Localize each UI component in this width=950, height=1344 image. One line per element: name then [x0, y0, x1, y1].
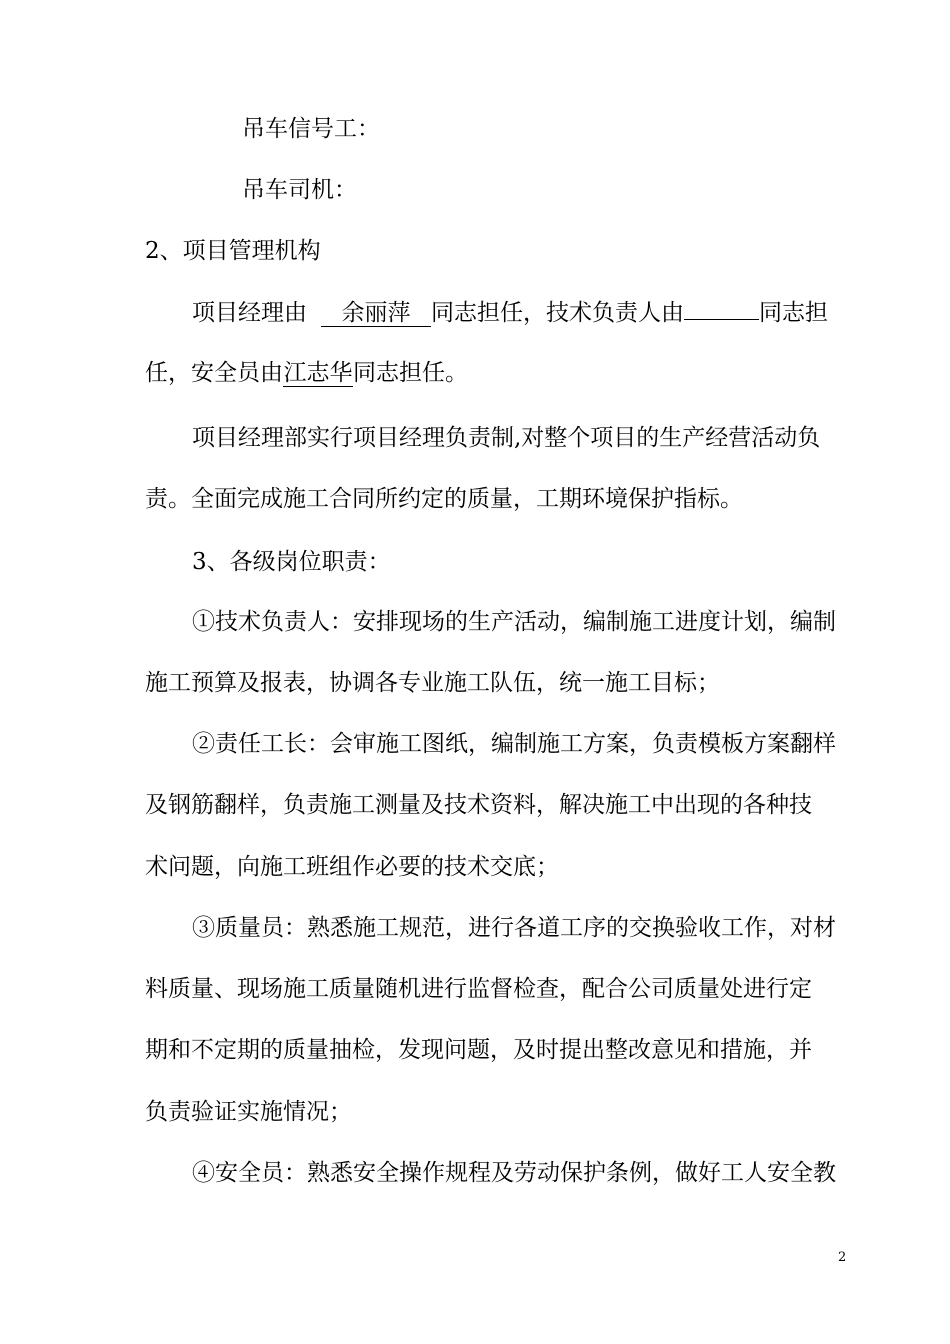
- crane-driver-line: 吊车司机：: [242, 177, 357, 203]
- paragraph-line: 责。全面完成施工合同所约定的质量，工期环境保护指标。: [145, 486, 743, 512]
- tech-lead-blank: [684, 297, 759, 320]
- paragraph-line: 施工预算及报表，协调各专业施工队伍，统一施工目标；: [145, 670, 720, 696]
- paragraph-line: 术问题，向施工班组作必要的技术交底；: [145, 854, 559, 880]
- paragraph-line: 项目经理部实行项目经理负责制,对整个项目的生产经营活动负: [192, 425, 821, 451]
- project-manager-name: 余丽萍: [321, 300, 431, 327]
- section-heading-duties: 3、各级岗位职责：: [192, 549, 391, 575]
- paragraph-line: 及钢筋翻样，负责施工测量及技术资料，解决施工中出现的各种技: [145, 792, 812, 818]
- paragraph-line: ①技术负责人：安排现场的生产活动，编制施工进度计划，编制: [192, 609, 836, 635]
- paragraph-line: ③质量员：熟悉施工规范，进行各道工序的交换验收工作，对材: [192, 915, 836, 941]
- paragraph-line: 期和不定期的质量抽检，发现问题，及时提出整改意见和措施，并: [145, 1037, 812, 1063]
- manager-suffix: 同志担任，技术负责人由: [431, 300, 684, 326]
- tech-lead-suffix: 同志担: [759, 300, 828, 326]
- paragraph-line: ②责任工长：会审施工图纸，编制施工方案，负责模板方案翻样: [192, 731, 836, 757]
- paragraph-line: 料质量、现场施工质量随机进行监督检查，配合公司质量处进行定: [145, 976, 812, 1002]
- safety-suffix: 同志担任。: [353, 360, 468, 386]
- paragraph-line: 负责验证实施情况；: [145, 1099, 352, 1125]
- safety-prefix: 任，安全员由: [145, 360, 283, 386]
- crane-signalman-line: 吊车信号工：: [242, 116, 380, 142]
- section-heading-management: 2、项目管理机构: [145, 238, 321, 264]
- paragraph-line: ④安全员：熟悉安全操作规程及劳动保护条例，做好工人安全教: [192, 1160, 836, 1186]
- page-number: 2: [838, 1250, 847, 1265]
- safety-officer-line: [145, 358, 468, 388]
- manager-assignment-line: [192, 297, 828, 328]
- manager-prefix: 项目经理由: [192, 300, 307, 326]
- safety-officer-name: 江志华: [283, 360, 353, 386]
